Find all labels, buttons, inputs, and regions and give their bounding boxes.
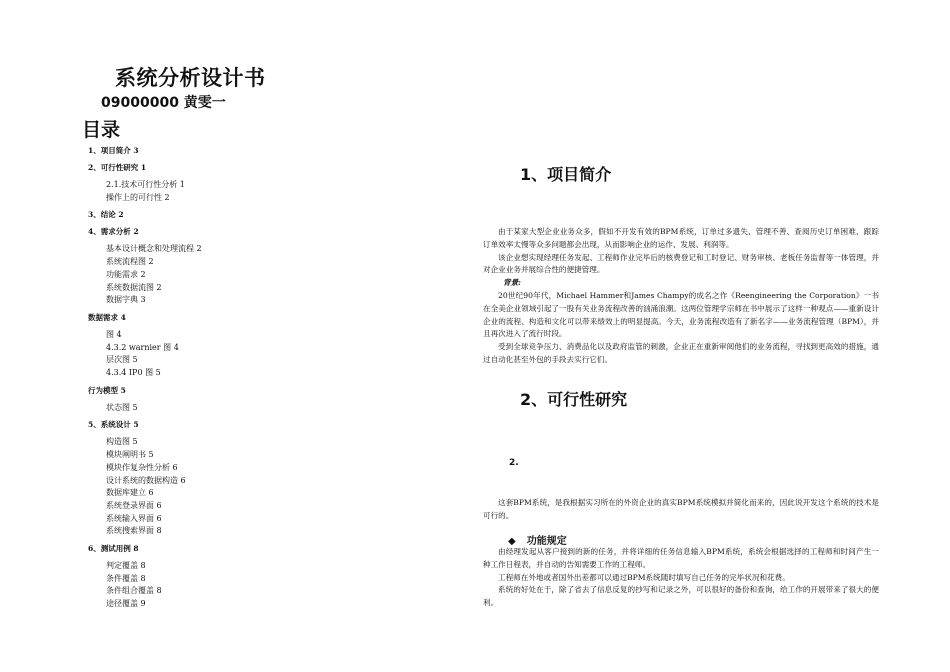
toc-subentry[interactable]: 系统输入界面 6 [106,513,162,523]
toc-subentry[interactable]: 4.3.4 IP0 图 5 [106,368,161,378]
toc-group [82,226,412,307]
paragraph: 系统的好处在于，除了省去了信息反复的抄写和记录之外，可以很好的备份和查询，给工作的开展带来了很大的便利。 [483,585,879,608]
background-label: 背景: [503,278,521,288]
toc-subentry[interactable]: 4.3.2 warnier 图 4 [106,342,179,352]
paragraph: 20世纪90年代，Michael Hammer和James Champy的成名之作《Reengineering the Corporation》一书在全美企业领域引起了一股有关业务流程改善的汹涌浪潮。这两位管理学宗师在书中展示了这样一种观点——重新设计企业的流程、构造和文化可以带来绩效上的明显提高。今天，业务流程改造有了新名字——业务流程管理（BPM），并且再次进入了流行时段。 [483,290,879,339]
section-2-heading: 2、可行性研究 [520,390,628,409]
toc-subentry[interactable]: 2.1.技术可行性分析 1 [106,180,185,189]
toc-subentry[interactable]: 状态图 5 [106,402,138,412]
toc-section-entry[interactable]: 1、项目简介 3 [88,146,139,155]
toc-subentry[interactable]: 条件覆盖 8 [106,573,146,583]
toc-section-entry[interactable]: 5、系统设计 5 [88,420,139,430]
toc-subentry[interactable]: 系统数据流图 2 [106,282,162,292]
section-2-intro [483,497,879,523]
toc-subentry[interactable]: 判定覆盖 8 [106,561,146,571]
table-of-contents [82,143,412,616]
toc-subentry[interactable]: 模块阐明书 5 [106,450,154,460]
toc-group [82,543,412,611]
paragraph: 工程师在外地或者国外出差都可以通过BPM系统随时填写自己任务的完毕状况和花费。 [498,572,790,582]
toc-section-entry[interactable]: 数据需求 4 [88,312,126,322]
function-heading-label: 功能规定 [526,536,567,547]
paragraph: 由经理发起从客户接到的新的任务，并将详细的任务信息输入BPM系统，系统会根据选择的工程师和时间产生一种工作日程表，并自动的告知需要工作的工程师。 [483,547,879,569]
toc-section-entry[interactable]: 行为模型 5 [88,385,126,395]
toc-subentry[interactable]: 层次图 5 [106,355,138,365]
toc-subentry[interactable]: 系统搜索界面 8 [106,526,162,536]
toc-subentry[interactable]: 数据字典 3 [106,295,146,305]
toc-section-entry[interactable]: 2、可行性研究 1 [88,163,147,172]
paragraph: 这套BPM系统，是我根据实习所在的外资企业的真实BPM系统模拟并简化而来的，因此说开发这个系统的技术是可行的。 [483,498,879,520]
toc-subentry[interactable]: 条件组合覆盖 8 [106,586,162,596]
toc-group [82,209,412,220]
paragraph: 受到全球竞争压力、消费品化以及政府监管的刺激，企业正在重新审阅他们的业务流程，寻找到更高效的措施，通过自动化甚至外包的手段去实行它们。 [483,342,879,364]
toc-section-entry[interactable]: 6、测试用例 8 [88,544,139,554]
section-1-body [483,226,879,367]
paragraph: 由于某家大型企业业务众多，假如不开发有效的BPM系统，订单过多遗失、管理不善、查阅历史订单困难、跟踪订单效率太慢等众多问题都会出现，从而影响企业的运作、发展、利润等。 [483,227,879,249]
toc-subentry[interactable]: 基本设计概念和处理流程 2 [106,244,202,254]
subsection-number: 2. [509,458,519,468]
toc-group [82,385,412,415]
toc-subentry[interactable]: 数据库建立 6 [106,488,154,498]
toc-heading: 目录 [82,119,121,141]
toc-section-entry[interactable]: 4、需求分析 2 [88,227,139,237]
paragraph: 该企业想实现经理任务发起、工程师作业完毕后的核费登记和工时登记、财务审核、老板任务监督等一体管理，并对企业业务并展综合性的便捷管理。 [483,252,879,275]
toc-group [82,419,412,538]
section-1-heading: 1、项目简介 [520,165,612,184]
toc-subentry[interactable]: 模块作复杂性分析 6 [106,462,178,472]
toc-subentry[interactable]: 系统登录界面 6 [106,500,162,510]
toc-subentry[interactable]: 设计系统的数据构造 6 [106,475,186,485]
toc-subentry[interactable]: 操作上的可行性 2 [106,192,170,202]
toc-subentry[interactable]: 功能需求 2 [106,269,146,279]
toc-section-entry[interactable]: 3、结论 2 [88,210,124,220]
toc-subentry[interactable]: 图 4 [106,329,122,339]
toc-group [82,162,412,204]
toc-group [82,145,412,156]
function-body [483,546,879,610]
toc-subentry[interactable]: 途径覆盖 9 [106,599,146,609]
diamond-bullet-icon: ◆ [508,536,516,547]
toc-group [82,312,412,380]
toc-subentry[interactable]: 构造图 5 [106,437,138,447]
author-line: 09000000 黄雯一 [101,95,226,111]
document-title: 系统分析设计书 [115,66,266,90]
toc-subentry[interactable]: 系统流程图 2 [106,257,154,267]
